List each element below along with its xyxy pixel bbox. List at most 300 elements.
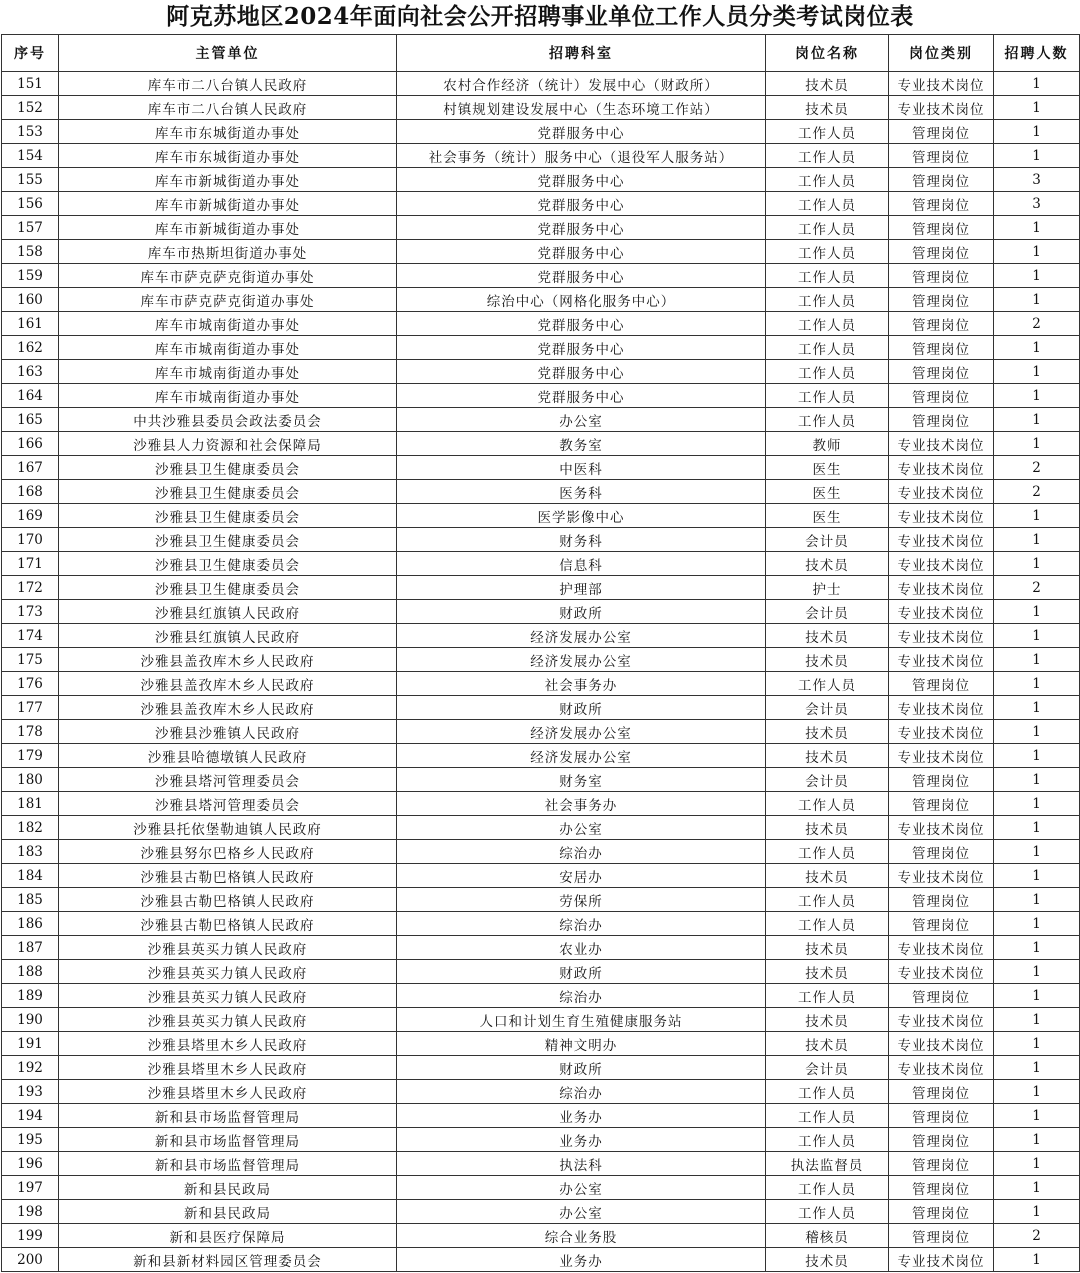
cell-position-name: 工作人员 (766, 1128, 889, 1152)
cell-position-type: 专业技术岗位 (889, 648, 994, 672)
table-row (2, 432, 1080, 456)
cell-unit: 沙雅县托依堡勒迪镇人民政府 (59, 816, 397, 840)
cell-department: 中医科 (397, 456, 766, 480)
cell-index: 155 (2, 168, 59, 192)
cell-position-type: 专业技术岗位 (889, 936, 994, 960)
cell-headcount: 1 (994, 408, 1080, 432)
cell-index: 190 (2, 1008, 59, 1032)
table-row (2, 216, 1080, 240)
cell-headcount: 1 (994, 336, 1080, 360)
cell-department: 党群服务中心 (397, 384, 766, 408)
cell-headcount: 1 (994, 120, 1080, 144)
cell-index: 176 (2, 672, 59, 696)
cell-index: 168 (2, 480, 59, 504)
cell-department: 财务室 (397, 768, 766, 792)
cell-position-type: 专业技术岗位 (889, 96, 994, 120)
cell-position-type: 管理岗位 (889, 240, 994, 264)
cell-unit: 沙雅县卫生健康委员会 (59, 504, 397, 528)
cell-department: 财政所 (397, 600, 766, 624)
cell-position-type: 专业技术岗位 (889, 600, 994, 624)
cell-index: 182 (2, 816, 59, 840)
cell-unit: 库车市新城街道办事处 (59, 192, 397, 216)
cell-department: 农业办 (397, 936, 766, 960)
cell-headcount: 1 (994, 288, 1080, 312)
cell-position-type: 专业技术岗位 (889, 720, 994, 744)
cell-department: 党群服务中心 (397, 120, 766, 144)
cell-headcount: 1 (994, 960, 1080, 984)
cell-headcount: 1 (994, 1008, 1080, 1032)
cell-index: 160 (2, 288, 59, 312)
cell-unit: 沙雅县塔里木乡人民政府 (59, 1032, 397, 1056)
cell-department: 医学影像中心 (397, 504, 766, 528)
cell-unit: 新和县医疗保障局 (59, 1224, 397, 1248)
cell-department: 社会事务办 (397, 672, 766, 696)
table-row (2, 360, 1080, 384)
cell-unit: 新和县新材料园区管理委员会 (59, 1248, 397, 1272)
cell-index: 184 (2, 864, 59, 888)
cell-position-type: 管理岗位 (889, 672, 994, 696)
cell-position-name: 技术员 (766, 720, 889, 744)
cell-index: 183 (2, 840, 59, 864)
cell-index: 166 (2, 432, 59, 456)
cell-headcount: 1 (994, 696, 1080, 720)
cell-position-type: 管理岗位 (889, 1104, 994, 1128)
cell-unit: 新和县市场监督管理局 (59, 1104, 397, 1128)
cell-index: 151 (2, 72, 59, 96)
header-position-type: 岗位类别 (889, 35, 994, 72)
table-row (2, 240, 1080, 264)
cell-headcount: 1 (994, 96, 1080, 120)
table-row (2, 672, 1080, 696)
cell-unit: 新和县市场监督管理局 (59, 1152, 397, 1176)
cell-index: 188 (2, 960, 59, 984)
cell-position-name: 工作人员 (766, 888, 889, 912)
cell-position-name: 工作人员 (766, 1080, 889, 1104)
table-row (2, 744, 1080, 768)
cell-headcount: 1 (994, 744, 1080, 768)
cell-index: 152 (2, 96, 59, 120)
cell-position-type: 专业技术岗位 (889, 528, 994, 552)
cell-position-type: 管理岗位 (889, 1176, 994, 1200)
cell-unit: 沙雅县努尔巴格乡人民政府 (59, 840, 397, 864)
table-row (2, 576, 1080, 600)
cell-position-name: 工作人员 (766, 912, 889, 936)
cell-position-type: 专业技术岗位 (889, 576, 994, 600)
cell-position-name: 技术员 (766, 816, 889, 840)
cell-unit: 沙雅县英买力镇人民政府 (59, 1008, 397, 1032)
table-row (2, 1200, 1080, 1224)
cell-unit: 沙雅县古勒巴格镇人民政府 (59, 888, 397, 912)
cell-position-name: 工作人员 (766, 792, 889, 816)
cell-unit: 沙雅县哈德墩镇人民政府 (59, 744, 397, 768)
cell-index: 161 (2, 312, 59, 336)
cell-headcount: 1 (994, 624, 1080, 648)
table-row (2, 504, 1080, 528)
cell-department: 党群服务中心 (397, 264, 766, 288)
cell-department: 财政所 (397, 1056, 766, 1080)
cell-department: 党群服务中心 (397, 240, 766, 264)
cell-position-name: 工作人员 (766, 984, 889, 1008)
cell-position-name: 工作人员 (766, 216, 889, 240)
cell-unit: 沙雅县塔河管理委员会 (59, 792, 397, 816)
cell-position-type: 管理岗位 (889, 912, 994, 936)
cell-department: 综治中心（网格化服务中心） (397, 288, 766, 312)
cell-unit: 库车市城南街道办事处 (59, 312, 397, 336)
table-row (2, 456, 1080, 480)
cell-headcount: 1 (994, 1176, 1080, 1200)
cell-index: 200 (2, 1248, 59, 1272)
cell-department: 办公室 (397, 816, 766, 840)
cell-department: 财政所 (397, 960, 766, 984)
cell-department: 农村合作经济（统计）发展中心（财政所） (397, 72, 766, 96)
cell-headcount: 1 (994, 144, 1080, 168)
table-row (2, 1104, 1080, 1128)
cell-position-type: 专业技术岗位 (889, 72, 994, 96)
cell-position-name: 工作人员 (766, 672, 889, 696)
cell-department: 办公室 (397, 408, 766, 432)
cell-position-name: 工作人员 (766, 384, 889, 408)
cell-position-type: 专业技术岗位 (889, 1008, 994, 1032)
cell-headcount: 1 (994, 600, 1080, 624)
cell-department: 党群服务中心 (397, 216, 766, 240)
cell-department: 精神文明办 (397, 1032, 766, 1056)
cell-unit: 库车市热斯坦街道办事处 (59, 240, 397, 264)
cell-unit: 沙雅县红旗镇人民政府 (59, 600, 397, 624)
cell-department: 教务室 (397, 432, 766, 456)
cell-headcount: 1 (994, 912, 1080, 936)
cell-headcount: 1 (994, 360, 1080, 384)
table-row (2, 528, 1080, 552)
cell-unit: 库车市二八台镇人民政府 (59, 96, 397, 120)
cell-index: 174 (2, 624, 59, 648)
cell-index: 154 (2, 144, 59, 168)
cell-position-name: 工作人员 (766, 408, 889, 432)
cell-department: 执法科 (397, 1152, 766, 1176)
cell-headcount: 1 (994, 864, 1080, 888)
cell-position-type: 专业技术岗位 (889, 744, 994, 768)
table-row (2, 768, 1080, 792)
cell-unit: 库车市新城街道办事处 (59, 216, 397, 240)
cell-headcount: 1 (994, 1080, 1080, 1104)
cell-unit: 沙雅县盖孜库木乡人民政府 (59, 648, 397, 672)
cell-position-type: 管理岗位 (889, 1128, 994, 1152)
cell-position-name: 技术员 (766, 1248, 889, 1272)
table-row (2, 120, 1080, 144)
cell-unit: 沙雅县英买力镇人民政府 (59, 960, 397, 984)
cell-unit: 新和县民政局 (59, 1200, 397, 1224)
cell-unit: 沙雅县塔河管理委员会 (59, 768, 397, 792)
cell-unit: 库车市城南街道办事处 (59, 384, 397, 408)
cell-index: 197 (2, 1176, 59, 1200)
cell-position-type: 管理岗位 (889, 1080, 994, 1104)
cell-position-name: 教师 (766, 432, 889, 456)
cell-headcount: 1 (994, 1056, 1080, 1080)
table-row (2, 984, 1080, 1008)
cell-headcount: 1 (994, 792, 1080, 816)
cell-index: 178 (2, 720, 59, 744)
cell-unit: 沙雅县塔里木乡人民政府 (59, 1080, 397, 1104)
cell-position-name: 会计员 (766, 1056, 889, 1080)
cell-headcount: 3 (994, 168, 1080, 192)
cell-unit: 沙雅县卫生健康委员会 (59, 456, 397, 480)
cell-headcount: 1 (994, 1248, 1080, 1272)
cell-department: 业务办 (397, 1128, 766, 1152)
cell-headcount: 1 (994, 552, 1080, 576)
header-department: 招聘科室 (397, 35, 766, 72)
cell-department: 社会事务办 (397, 792, 766, 816)
cell-unit: 沙雅县人力资源和社会保障局 (59, 432, 397, 456)
cell-unit: 沙雅县盖孜库木乡人民政府 (59, 696, 397, 720)
cell-department: 护理部 (397, 576, 766, 600)
cell-position-type: 专业技术岗位 (889, 696, 994, 720)
cell-position-type: 专业技术岗位 (889, 624, 994, 648)
cell-headcount: 1 (994, 1200, 1080, 1224)
cell-headcount: 1 (994, 432, 1080, 456)
cell-unit: 沙雅县英买力镇人民政府 (59, 984, 397, 1008)
cell-position-type: 专业技术岗位 (889, 504, 994, 528)
cell-index: 193 (2, 1080, 59, 1104)
table-row (2, 1248, 1080, 1272)
cell-position-type: 管理岗位 (889, 888, 994, 912)
cell-headcount: 1 (994, 720, 1080, 744)
table-row (2, 1056, 1080, 1080)
cell-index: 189 (2, 984, 59, 1008)
cell-position-type: 管理岗位 (889, 792, 994, 816)
cell-position-type: 管理岗位 (889, 1152, 994, 1176)
cell-unit: 库车市新城街道办事处 (59, 168, 397, 192)
cell-position-name: 技术员 (766, 552, 889, 576)
cell-position-type: 管理岗位 (889, 120, 994, 144)
table-row (2, 552, 1080, 576)
cell-headcount: 1 (994, 768, 1080, 792)
header-position-name: 岗位名称 (766, 35, 889, 72)
cell-headcount: 1 (994, 216, 1080, 240)
table-row (2, 792, 1080, 816)
cell-unit: 中共沙雅县委员会政法委员会 (59, 408, 397, 432)
cell-department: 人口和计划生育生殖健康服务站 (397, 1008, 766, 1032)
cell-position-type: 管理岗位 (889, 984, 994, 1008)
cell-index: 194 (2, 1104, 59, 1128)
cell-index: 187 (2, 936, 59, 960)
cell-position-name: 工作人员 (766, 120, 889, 144)
cell-unit: 新和县民政局 (59, 1176, 397, 1200)
cell-headcount: 3 (994, 192, 1080, 216)
cell-index: 185 (2, 888, 59, 912)
cell-position-type: 管理岗位 (889, 1224, 994, 1248)
cell-position-name: 工作人员 (766, 360, 889, 384)
cell-unit: 沙雅县沙雅镇人民政府 (59, 720, 397, 744)
cell-department: 安居办 (397, 864, 766, 888)
cell-headcount: 1 (994, 1128, 1080, 1152)
cell-position-name: 工作人员 (766, 240, 889, 264)
cell-position-name: 会计员 (766, 768, 889, 792)
cell-headcount: 1 (994, 936, 1080, 960)
cell-position-type: 管理岗位 (889, 336, 994, 360)
cell-headcount: 1 (994, 264, 1080, 288)
cell-unit: 沙雅县卫生健康委员会 (59, 480, 397, 504)
table-row (2, 864, 1080, 888)
positions-table (1, 34, 1080, 1272)
cell-position-type: 专业技术岗位 (889, 456, 994, 480)
cell-index: 158 (2, 240, 59, 264)
cell-index: 192 (2, 1056, 59, 1080)
cell-headcount: 2 (994, 1224, 1080, 1248)
cell-headcount: 1 (994, 240, 1080, 264)
cell-index: 172 (2, 576, 59, 600)
cell-position-name: 工作人员 (766, 1104, 889, 1128)
table-header-row (2, 35, 1080, 72)
header-index: 序号 (2, 35, 59, 72)
header-headcount: 招聘人数 (994, 35, 1080, 72)
cell-department: 村镇规划建设发展中心（生态环境工作站） (397, 96, 766, 120)
table-row (2, 144, 1080, 168)
cell-position-type: 专业技术岗位 (889, 552, 994, 576)
cell-position-name: 技术员 (766, 744, 889, 768)
cell-position-name: 医生 (766, 456, 889, 480)
cell-position-type: 专业技术岗位 (889, 432, 994, 456)
cell-position-type: 管理岗位 (889, 768, 994, 792)
cell-unit: 沙雅县卫生健康委员会 (59, 552, 397, 576)
cell-index: 157 (2, 216, 59, 240)
cell-unit: 新和县市场监督管理局 (59, 1128, 397, 1152)
cell-department: 综治办 (397, 912, 766, 936)
cell-unit: 沙雅县红旗镇人民政府 (59, 624, 397, 648)
cell-position-name: 工作人员 (766, 840, 889, 864)
table-row (2, 168, 1080, 192)
cell-department: 党群服务中心 (397, 168, 766, 192)
table-row (2, 312, 1080, 336)
cell-unit: 沙雅县古勒巴格镇人民政府 (59, 912, 397, 936)
cell-headcount: 2 (994, 480, 1080, 504)
table-row (2, 1008, 1080, 1032)
page-title: 阿克苏地区2024年面向社会公开招聘事业单位工作人员分类考试岗位表 (166, 3, 914, 30)
table-row (2, 888, 1080, 912)
cell-position-name: 工作人员 (766, 192, 889, 216)
table-row (2, 1176, 1080, 1200)
cell-index: 165 (2, 408, 59, 432)
cell-headcount: 1 (994, 384, 1080, 408)
cell-position-name: 工作人员 (766, 168, 889, 192)
table-row (2, 336, 1080, 360)
cell-headcount: 1 (994, 72, 1080, 96)
cell-index: 159 (2, 264, 59, 288)
table-row (2, 408, 1080, 432)
cell-index: 164 (2, 384, 59, 408)
cell-position-name: 技术员 (766, 1032, 889, 1056)
cell-department: 经济发展办公室 (397, 720, 766, 744)
cell-unit: 库车市二八台镇人民政府 (59, 72, 397, 96)
cell-department: 经济发展办公室 (397, 744, 766, 768)
cell-index: 180 (2, 768, 59, 792)
cell-position-type: 管理岗位 (889, 840, 994, 864)
cell-department: 经济发展办公室 (397, 624, 766, 648)
cell-index: 179 (2, 744, 59, 768)
cell-unit: 沙雅县卫生健康委员会 (59, 528, 397, 552)
cell-position-name: 技术员 (766, 936, 889, 960)
cell-headcount: 1 (994, 504, 1080, 528)
table-row (2, 264, 1080, 288)
table-row (2, 384, 1080, 408)
cell-index: 162 (2, 336, 59, 360)
cell-department: 党群服务中心 (397, 312, 766, 336)
cell-index: 199 (2, 1224, 59, 1248)
table-body (2, 72, 1080, 1272)
cell-position-name: 技术员 (766, 864, 889, 888)
table-row (2, 1128, 1080, 1152)
cell-position-name: 工作人员 (766, 336, 889, 360)
cell-unit: 库车市东城街道办事处 (59, 120, 397, 144)
cell-headcount: 1 (994, 1032, 1080, 1056)
cell-unit: 沙雅县塔里木乡人民政府 (59, 1056, 397, 1080)
cell-position-name: 工作人员 (766, 288, 889, 312)
cell-department: 财务科 (397, 528, 766, 552)
cell-position-name: 工作人员 (766, 1200, 889, 1224)
table-row (2, 72, 1080, 96)
cell-index: 167 (2, 456, 59, 480)
cell-position-name: 工作人员 (766, 1176, 889, 1200)
cell-department: 综治办 (397, 840, 766, 864)
cell-index: 175 (2, 648, 59, 672)
cell-department: 综合业务股 (397, 1224, 766, 1248)
cell-department: 劳保所 (397, 888, 766, 912)
cell-position-name: 护士 (766, 576, 889, 600)
cell-headcount: 1 (994, 648, 1080, 672)
table-row (2, 1032, 1080, 1056)
cell-unit: 沙雅县英买力镇人民政府 (59, 936, 397, 960)
cell-headcount: 1 (994, 528, 1080, 552)
cell-department: 综治办 (397, 984, 766, 1008)
cell-department: 党群服务中心 (397, 336, 766, 360)
cell-index: 177 (2, 696, 59, 720)
cell-position-type: 管理岗位 (889, 168, 994, 192)
cell-headcount: 1 (994, 888, 1080, 912)
cell-headcount: 1 (994, 816, 1080, 840)
cell-position-name: 执法监督员 (766, 1152, 889, 1176)
cell-position-type: 管理岗位 (889, 312, 994, 336)
cell-headcount: 2 (994, 456, 1080, 480)
cell-position-name: 技术员 (766, 624, 889, 648)
cell-department: 办公室 (397, 1200, 766, 1224)
cell-position-name: 稽核员 (766, 1224, 889, 1248)
cell-position-type: 专业技术岗位 (889, 1032, 994, 1056)
cell-department: 办公室 (397, 1176, 766, 1200)
cell-department: 业务办 (397, 1104, 766, 1128)
table-row (2, 912, 1080, 936)
cell-unit: 库车市城南街道办事处 (59, 360, 397, 384)
cell-position-name: 技术员 (766, 96, 889, 120)
cell-index: 186 (2, 912, 59, 936)
cell-position-type: 专业技术岗位 (889, 864, 994, 888)
cell-position-name: 会计员 (766, 696, 889, 720)
cell-position-name: 技术员 (766, 648, 889, 672)
cell-index: 191 (2, 1032, 59, 1056)
cell-unit: 沙雅县卫生健康委员会 (59, 576, 397, 600)
table-row (2, 1152, 1080, 1176)
cell-headcount: 2 (994, 312, 1080, 336)
table-row (2, 936, 1080, 960)
cell-department: 综治办 (397, 1080, 766, 1104)
table-row (2, 720, 1080, 744)
cell-department: 社会事务（统计）服务中心（退役军人服务站） (397, 144, 766, 168)
cell-headcount: 1 (994, 984, 1080, 1008)
cell-position-name: 工作人员 (766, 264, 889, 288)
cell-index: 170 (2, 528, 59, 552)
cell-index: 195 (2, 1128, 59, 1152)
cell-position-type: 专业技术岗位 (889, 1248, 994, 1272)
cell-position-name: 医生 (766, 480, 889, 504)
cell-department: 经济发展办公室 (397, 648, 766, 672)
table-row (2, 480, 1080, 504)
